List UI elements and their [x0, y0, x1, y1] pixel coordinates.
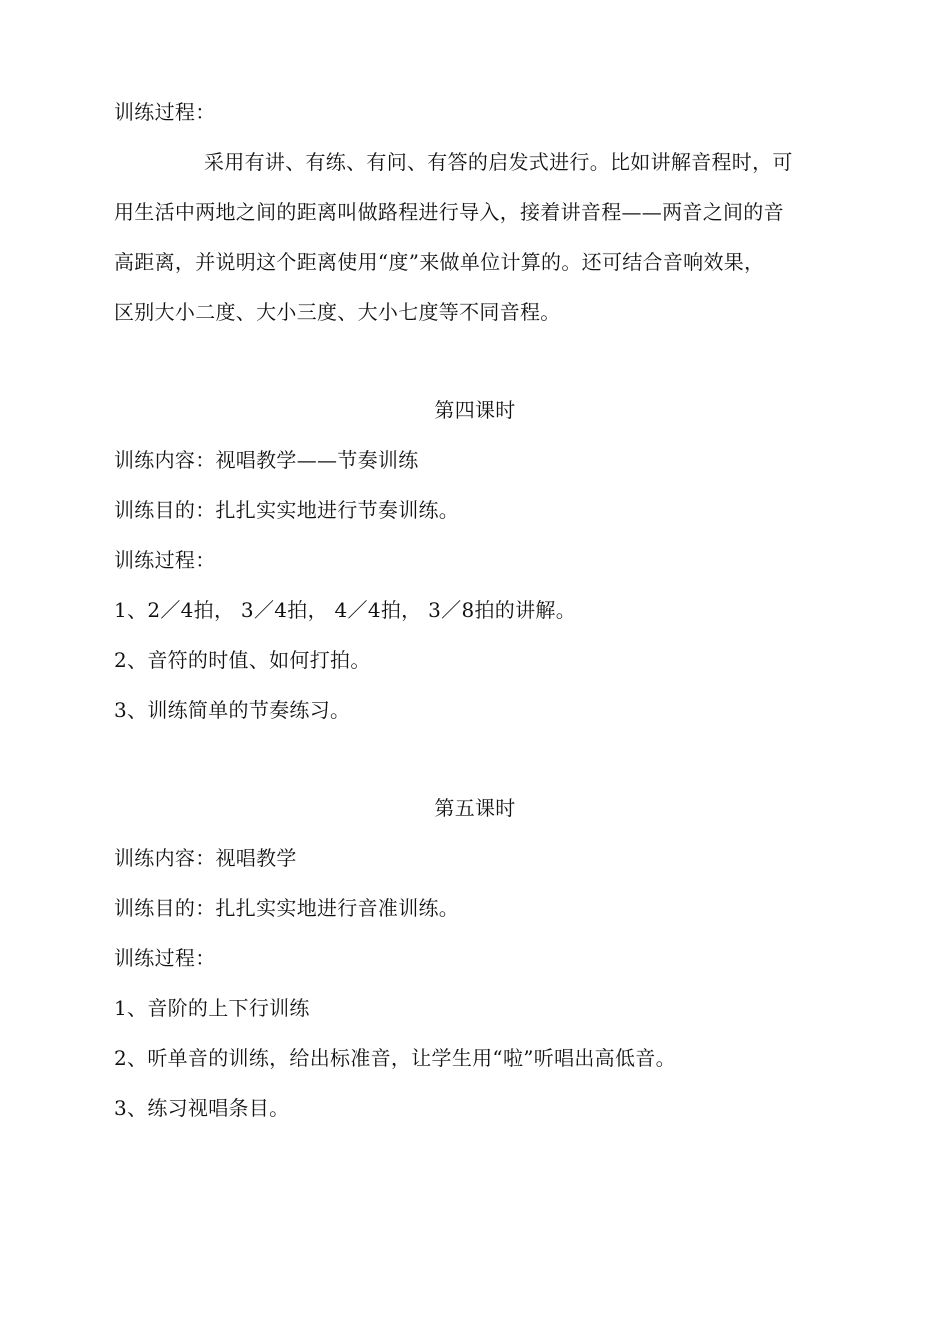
section4-goal: 训练目的：扎扎实实地进行节奏训练。	[114, 498, 460, 522]
paragraph-line-3: 高距离，并说明这个距离使用“度”来做单位计算的。还可结合音响效果，	[114, 250, 765, 274]
section4-item-3: 3、训练简单的节奏练习。	[114, 698, 351, 722]
paragraph-line-1: 采用有讲、有练、有问、有答的启发式进行。比如讲解音程时，可	[204, 150, 793, 174]
paragraph-line-2: 用生活中两地之间的距离叫做路程进行导入，接着讲音程——两音之间的音	[114, 200, 784, 224]
section5-process-label: 训练过程：	[114, 946, 216, 970]
section4-item-2: 2、音符的时值、如何打拍。	[114, 648, 371, 672]
section4-content: 训练内容：视唱教学——节奏训练	[114, 448, 419, 472]
paragraph-line-4: 区别大小二度、大小三度、大小七度等不同音程。	[114, 300, 561, 324]
section5-content: 训练内容：视唱教学	[114, 846, 297, 870]
section4-title: 第四课时	[434, 398, 516, 422]
section4-item-1: 1、2／4拍， 3／4拍， 4／4拍， 3／8拍的讲解。	[114, 598, 576, 622]
section5-item-3: 3、练习视唱条目。	[114, 1096, 290, 1120]
section5-goal: 训练目的：扎扎实实地进行音准训练。	[114, 896, 460, 920]
section5-title: 第五课时	[434, 796, 516, 820]
section5-item-1: 1、音阶的上下行训练	[114, 996, 310, 1020]
section5-item-2: 2、听单音的训练，给出标准音，让学生用“啦”听唱出高低音。	[114, 1046, 676, 1070]
section4-process-label: 训练过程：	[114, 548, 216, 572]
section3-process-label: 训练过程：	[114, 100, 216, 124]
